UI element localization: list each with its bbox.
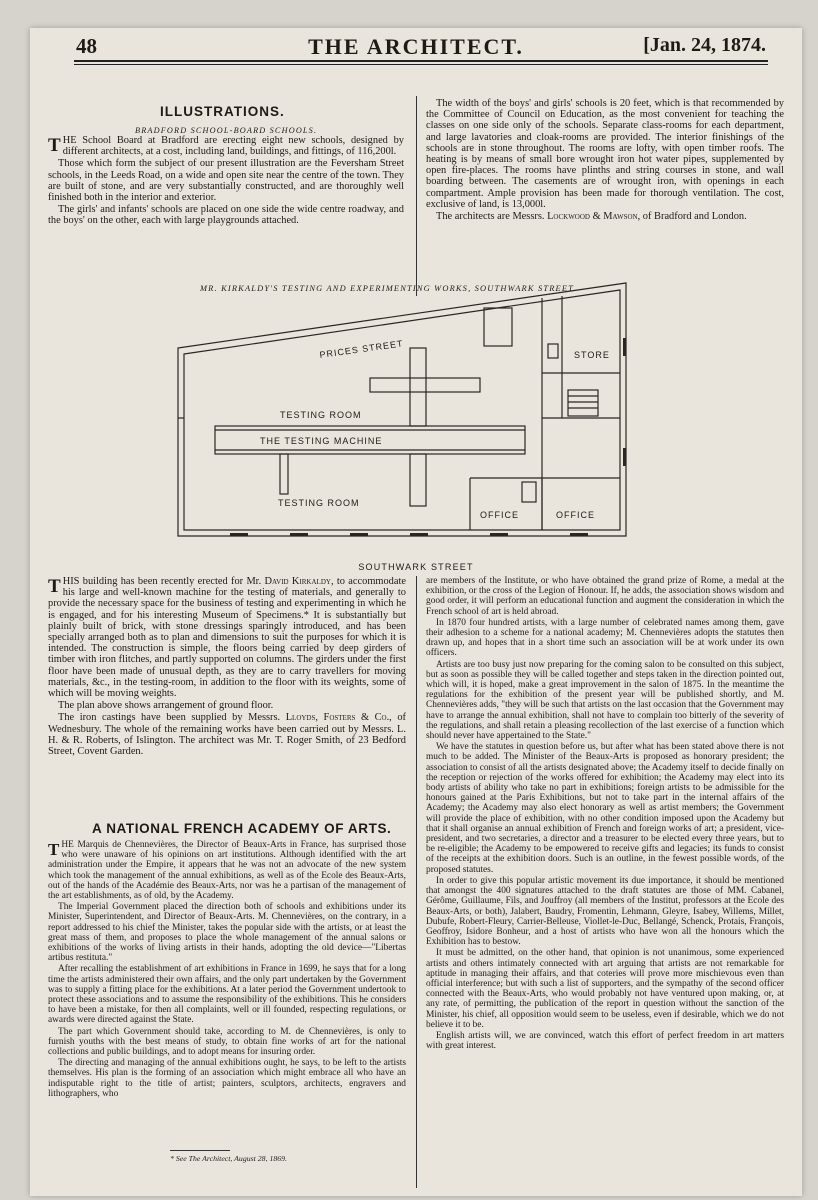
column-rule-top	[416, 96, 417, 296]
publication-title: THE ARCHITECT.	[308, 34, 524, 59]
illustrations-left-column	[48, 135, 404, 228]
academy-paragraph-5: The directing and managing of the annual exhibitions ought, he says, to be left to the artists themselves. His plan is the forming of an association which might embrace all who have an indisputable right to the title of artist; painters, sculptors, architects, engravers and lithographers, who	[48, 1058, 406, 1099]
header-rule	[74, 60, 768, 65]
bradford-architects: The architects are Messrs. Lockwood & Mawson, of Bradford and London.	[436, 211, 747, 223]
kirkaldy-paragraph-2: The plan above shows arrangement of ground floor.	[58, 700, 274, 712]
kirkaldy-paragraph-1: THIS building has been recently erected for Mr. David Kirkaldy, to accommodate his large and well-known machine for the testing of materials, and generally to provide the necessary space for the business of testing and experimenting in which he is engaged, and for his interesting Museum of Specimens.* It is substantially but plainly built of brick, with stone dressings sparingly introduced, and has been specially arranged both as to plan and dimensions to suit the purposes for which it is intended. The construction is simple, the floors being carried by deep girders of timber with iron flitches, and partly supported on columns. The girders under the first floor have been made of unusual depth, as they are to carry travellers for moving materials, &c., in the testing-room, in addition to the floor with its weights, some of which will be moving weights.	[48, 576, 406, 700]
academy-right-paragraph-3: Artists are too busy just now preparing for the coming salon to be consulted on this subject, but as soon as possible they will be called together and steps taken in the direction pointed out, which will, it is hoped, make a great improvement in the salon of 1875. In the meantime the regulations for the exhibition of the present year will be published shortly, and M. Chennevières adds, "they will be such that artists on the last occasion that the Government may have to arrange the annual exhibition, shall not have to complain too bitterly of the severity of the regulations, and shall retain a pleasing recollection of the last exercise of a function which should never have appertained to the State."	[426, 659, 784, 742]
plan-label-prices-street: PRICES STREET	[318, 338, 404, 360]
plan-beam-left	[280, 454, 288, 494]
plan-label-office-1: OFFICE	[480, 510, 519, 520]
plan-cross-beam-bottom	[410, 454, 426, 506]
bradford-paragraph-4: The width of the boys' and girls' schools is 20 feet, which is that recommended by the Committee of Council on Education, as the most convenient for teaching the classes on one side only of the schools. Separate class-rooms for each department, and large lavatories and cloak-rooms are provided. The interior finishings of the schools are in stone throughout. The rooms are lofty, with open timber roofs. The heating is by means of small bore wrought iron hot water pipes, supplemented by open fire-places. The rooms have plinths and string courses in stone, and wall boarding between. The casements are of wrought iron, with openings in each compartment. Ample provision has been made for thorough ventilation. The cost, exclusive of land, is 13,000l.	[426, 98, 784, 210]
academy-heading: A NATIONAL FRENCH ACADEMY OF ARTS.	[92, 821, 392, 836]
bradford-paragraph-2: Those which form the subject of our present illustration are the Feversham Street schools, in the Leeds Road, on a wide and open site near the centre of the town. They are built of stone, and are very substantially constructed, and are thoroughly well finished both in the interior and exterior.	[48, 158, 404, 204]
issue-date: [Jan. 24, 1874.	[643, 34, 766, 56]
plan-inner-wall	[184, 290, 620, 530]
page-number: 48	[76, 34, 97, 58]
drop-cap: T	[48, 135, 61, 156]
column-rule-bottom	[416, 576, 417, 1188]
plan-outer-wall	[178, 283, 626, 536]
academy-paragraph-3: After recalling the establishment of art exhibitions in France in 1699, he says that for a long time the artists administered their own affairs, and the only part undertaken by the Government was to supply a fitting place for the exhibitions. At a later period the Government undertook to protect these associations and to assume the responsibility of the exhibitions. This he considers to have been a mistake, for then all complaints, well or ill founded, respecting regulations, or awards were directed against the State.	[48, 964, 406, 1026]
bradford-subheading: BRADFORD SCHOOL-BOARD SCHOOLS.	[135, 126, 318, 135]
academy-right-column	[426, 576, 784, 1052]
plan-office-stairs	[484, 308, 512, 346]
plan-caption-top: MR. KIRKALDY'S TESTING AND EXPERIMENTING WORKS, SOUTHWARK STREET.	[200, 284, 577, 293]
academy-right-paragraph-7: English artists will, we are convinced, watch this effort of perfect freedom in art matters with great interest.	[426, 1030, 784, 1052]
plan-label-office-2: OFFICE	[556, 510, 595, 520]
footnote: * See The Architect, August 28, 1869.	[170, 1154, 288, 1163]
academy-right-paragraph-2: In 1870 four hundred artists, with a large number of celebrated names among them, gave their adhesion to a scheme for a national academy; M. Chennevières adopts the statutes then drawn up, and hopes that in a short time such an association will be at work under its own officers.	[426, 617, 784, 659]
academy-right-paragraph-5: In order to give this popular artistic movement its due importance, it should be mentioned that amongst the 400 signatures attached to the draft statutes are those of MM. Cabanel, Gérôme, Guillaume, Fils, and Jouffroy (all members of the Institut, professors at the Ecole des Beaux-Arts, or both), Jalabert, Baudry, Fromentin, Lehmann, Gleyre, Isabey, Willems, Millet, Dubufe, Robert-Fleury, Carrier-Belleuse, Viollet-le-Duc, Bellangé, Schenck, Protais, François, Geoffroy, Isidore Bonheur, and a host of artists who have won all the honours which the Exhibition has to bestow.	[426, 875, 784, 948]
academy-paragraph-4: The part which Government should take, according to M. de Chennevières, is only to furnish youths with the best means of study, to obtain fine works of art for the national collections and public buildings, and to adopt means for insuring order.	[48, 1026, 406, 1058]
academy-paragraph-2: The Imperial Government placed the direction both of schools and exhibitions under its Minister, Superintendent, and Director of Beaux-Arts. M. Chennevières, on the contrary, in a report addressed to his chief the Minister, takes the popular side with the artists, or at least the great mass of them, and proposes to place the whole management of the annual salons or exhibitions of the works of living artists in their hands, adopting the old device—"Libertas artibus restituta."	[48, 902, 406, 964]
plan-stair	[568, 390, 598, 416]
academy-left-column	[48, 840, 406, 1100]
footnote-rule	[170, 1150, 230, 1151]
plan-cross-beam-top	[410, 348, 426, 426]
kirkaldy-paragraph-3: The iron castings have been supplied by Messrs. Lloyds, Fosters & Co., of Wednesbury. The whole of the remaining works have been carried out by Messrs. L. H. & R. Roberts, of Islington. The architect was Mr. T. Roger Smith, of 23 Bedford Street, Covent Garden.	[48, 712, 406, 758]
academy-right-paragraph-6: It must be admitted, on the other hand, that opinion is not unanimous, some experienced artists and others intimately connected with art arguing that artists are not remarkable for aptitude in managing their affairs, and that coteries will prove more mischievous even than official interference; but with such a list of supporters, and the sympathy of the second officer connected with the Beaux-Arts, who would probably not have ventured upon making, or, at any rate, of permitting, the publication of the report in question without the sanction of the Minister, his chief, all opposition would seem to be useless, even if desirable, which we do not believe it to be.	[426, 948, 784, 1030]
academy-right-paragraph-4: We have the statutes in question before us, but after what has been stated above there is not much to be added. The Minister of the Beaux-Arts is proposed as honorary president; the association to consist of all the artists designated above; the Academy itself to decide finally on the reception or rejection of the works offered for exhibition; the Academy may elect into its body artists of ability who take no part in exhibitions; foreign artists to be admissible for the honours gained at the Paris Exhibitions, but not to take part in the internal affairs of the Academy; the Academy may also elect honorary as well as artist members; the Government will provide the place of exhibition, with no other condition imposed upon the Academy but that it shall organise an annual exhibition of French and foreign works of art; a president, vice-president, and two secretaries, a director and a treasurer to be elected every three years, but to be re-eligible; the Academy to be empowered to receive gifts and legacies; its funds to consist of the receipts at the exhibition doors. Such is an outline, in the fewest possible words, of the proposed statutes.	[426, 742, 784, 875]
academy-paragraph-1: THE Marquis de Chennevières, the Director of Beaux-Arts in France, has surprised those who were unaware of his opinions on art institutions. Although identified with the art administration under the Empire, it appears that he was not an advocate of the new system which took the management of the annual exhibitions, as well as of the Ecole des Beaux-Arts, out of the hands of the Académie des Beaux-Arts, nor was he a partisan of the management of the art establishments, as of old, by the Academy.	[48, 840, 406, 902]
newspaper-page	[30, 28, 802, 1196]
plan-label-testing-machine: THE TESTING MACHINE	[260, 436, 383, 446]
plan-label-store: STORE	[574, 350, 610, 360]
illustrations-heading: ILLUSTRATIONS.	[160, 104, 285, 119]
floor-plan	[170, 278, 640, 553]
illustrations-right-column	[426, 98, 784, 223]
bradford-paragraph-3: The girls' and infants' schools are placed on one side the wide centre roadway, and the boys' on the other, each with large playgrounds attached.	[48, 204, 404, 227]
plan-label-testing-room-top: TESTING ROOM	[280, 410, 362, 420]
plan-caption-bottom: SOUTHWARK STREET	[358, 562, 474, 572]
bradford-paragraph-1: THE School Board at Bradford are erecting eight new schools, designed by different architects, at a cost, including land, buildings, and fittings, of 116,200l.	[48, 135, 404, 158]
kirkaldy-column	[48, 576, 406, 758]
plan-label-testing-room-bottom: TESTING ROOM	[278, 498, 360, 508]
academy-right-paragraph-1: are members of the Institute, or who have obtained the grand prize of Rome, a medal at the exhibition, or the cross of the Legion of Honour. If, he adds, the association shows wisdom and good order, it will perform an educational function and augment the consideration in which the French school of art is held abroad.	[426, 576, 784, 617]
plan-column-block	[370, 378, 480, 392]
